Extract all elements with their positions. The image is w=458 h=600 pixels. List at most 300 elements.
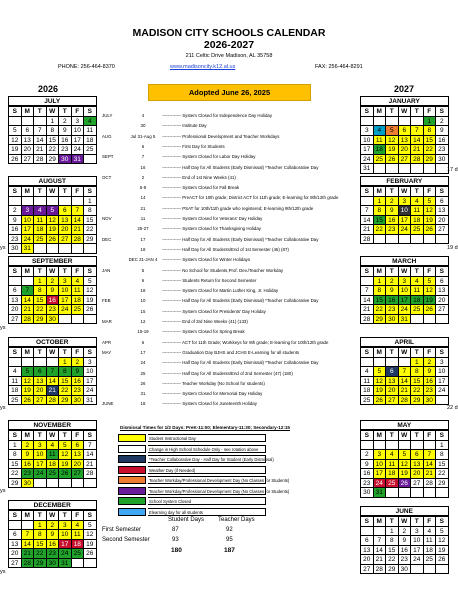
date-cell: 27 bbox=[361, 565, 374, 575]
empty-cell bbox=[386, 441, 399, 451]
date-cell: 19 bbox=[84, 540, 97, 550]
event-month: JUNE bbox=[102, 401, 114, 407]
event-date: 15-19 bbox=[137, 329, 149, 335]
date-cell: 30 bbox=[424, 396, 437, 406]
day-header: W bbox=[47, 107, 60, 117]
month-name: MARCH bbox=[360, 256, 449, 266]
date-cell: 18 bbox=[424, 546, 437, 556]
day-header: M bbox=[22, 431, 35, 441]
event-text: ------------- System Closed for Martin Luther King, Jr. Holiday bbox=[162, 288, 279, 294]
date-cell: 2 bbox=[386, 197, 399, 207]
event-date: 7 bbox=[141, 154, 145, 160]
event-month: FEB bbox=[102, 298, 111, 304]
legend-swatch bbox=[118, 508, 146, 516]
day-header: W bbox=[399, 431, 412, 441]
date-cell: 20 bbox=[9, 549, 22, 559]
month-name: OCTOBER bbox=[8, 337, 97, 347]
date-cell: 3 bbox=[34, 441, 47, 451]
date-cell: 30 bbox=[386, 315, 399, 325]
date-cell: 14 bbox=[72, 216, 85, 226]
date-cell: 1 bbox=[386, 527, 399, 537]
day-count-december: ys bbox=[0, 569, 6, 575]
empty-cell bbox=[84, 244, 97, 254]
date-cell: 22 bbox=[59, 386, 72, 396]
event-row bbox=[102, 225, 352, 233]
date-cell: 1 bbox=[47, 117, 60, 127]
day-header: M bbox=[374, 517, 387, 527]
event-row bbox=[102, 267, 352, 275]
event-date: 6 bbox=[141, 143, 145, 149]
date-cell: 24 bbox=[411, 555, 424, 565]
day-header: W bbox=[47, 511, 60, 521]
date-cell: 3 bbox=[374, 450, 387, 460]
date-cell: 25 bbox=[72, 549, 85, 559]
date-cell: 27 bbox=[22, 155, 35, 165]
empty-cell bbox=[411, 441, 424, 451]
empty-cell bbox=[34, 117, 47, 127]
event-row bbox=[102, 133, 352, 141]
date-cell: 28 bbox=[72, 235, 85, 245]
date-cell: 11 bbox=[411, 286, 424, 296]
date-cell: 28 bbox=[374, 565, 387, 575]
day-header: F bbox=[72, 107, 85, 117]
day-header: T bbox=[411, 187, 424, 197]
date-cell: 5 bbox=[374, 367, 387, 377]
day-header: M bbox=[22, 511, 35, 521]
event-row bbox=[102, 359, 352, 367]
date-cell: 19 bbox=[9, 145, 22, 155]
date-cell: 8 bbox=[436, 450, 449, 460]
date-cell: 20 bbox=[399, 145, 412, 155]
empty-cell bbox=[411, 117, 424, 127]
date-cell: 23 bbox=[386, 305, 399, 315]
empty-cell bbox=[411, 235, 424, 245]
date-cell: 10 bbox=[374, 460, 387, 470]
date-cell: 10 bbox=[34, 450, 47, 460]
event-text: ------------- System Closed for Thanksgiving Holiday bbox=[162, 226, 261, 232]
event-date: 5-9 bbox=[139, 185, 147, 191]
event-date: 6 bbox=[141, 277, 145, 283]
date-cell: 22 bbox=[436, 469, 449, 479]
day-header: S bbox=[361, 431, 374, 441]
date-cell: 11 bbox=[424, 536, 437, 546]
date-cell: 3 bbox=[59, 277, 72, 287]
event-date: 11 bbox=[140, 216, 146, 221]
date-cell: 9 bbox=[47, 286, 60, 296]
date-cell: 16 bbox=[47, 540, 60, 550]
event-date: 26 bbox=[140, 380, 146, 386]
empty-cell bbox=[22, 117, 35, 127]
date-cell: 26 bbox=[424, 225, 437, 235]
empty-cell bbox=[47, 197, 60, 207]
event-text: ------------- Professional Development and Teacher Workdays bbox=[162, 133, 280, 139]
date-cell: 20 bbox=[22, 145, 35, 155]
date-cell: 9 bbox=[59, 126, 72, 136]
date-cell: 20 bbox=[361, 555, 374, 565]
event-text: ------------- First Day for Students bbox=[162, 143, 225, 149]
event-month: JAN bbox=[102, 267, 111, 273]
date-cell: 1 bbox=[424, 117, 437, 127]
date-cell: 25 bbox=[34, 235, 47, 245]
date-cell: 23 bbox=[436, 145, 449, 155]
date-cell: 19 bbox=[22, 386, 35, 396]
event-row bbox=[102, 194, 352, 202]
empty-cell bbox=[59, 197, 72, 207]
date-cell: 4 bbox=[411, 277, 424, 287]
date-cell: 30 bbox=[436, 155, 449, 165]
date-cell: 24 bbox=[84, 386, 97, 396]
date-cell: 3 bbox=[361, 126, 374, 136]
empty-cell bbox=[34, 358, 47, 368]
empty-cell bbox=[34, 479, 47, 489]
date-cell: 8 bbox=[374, 206, 387, 216]
date-cell: 3 bbox=[84, 358, 97, 368]
empty-cell bbox=[361, 197, 374, 207]
date-cell: 19 bbox=[386, 145, 399, 155]
date-cell: 8 bbox=[34, 530, 47, 540]
month-grid bbox=[8, 347, 97, 405]
event-date: 14 bbox=[140, 195, 146, 201]
date-cell: 5 bbox=[22, 367, 35, 377]
date-cell: 16 bbox=[424, 377, 437, 387]
event-date: 10 bbox=[140, 298, 146, 304]
day-header: T bbox=[34, 431, 47, 441]
date-cell: 4 bbox=[374, 126, 387, 136]
date-cell: 18 bbox=[411, 296, 424, 306]
day-header: M bbox=[22, 107, 35, 117]
date-cell: 23 bbox=[424, 386, 437, 396]
date-cell: 29 bbox=[374, 315, 387, 325]
date-cell: 12 bbox=[84, 530, 97, 540]
day-header: S bbox=[436, 348, 449, 358]
event-row bbox=[102, 215, 352, 223]
date-cell: 11 bbox=[72, 286, 85, 296]
date-cell: 27 bbox=[59, 235, 72, 245]
date-cell: 6 bbox=[399, 126, 412, 136]
month-grid bbox=[8, 186, 97, 254]
date-cell: 13 bbox=[386, 377, 399, 387]
date-cell: 14 bbox=[22, 540, 35, 550]
date-cell: 9 bbox=[386, 206, 399, 216]
date-cell: 15 bbox=[47, 136, 60, 146]
event-date: 21 bbox=[140, 205, 146, 211]
date-cell: 16 bbox=[72, 377, 85, 387]
date-cell: 13 bbox=[436, 206, 449, 216]
empty-cell bbox=[399, 117, 412, 127]
date-cell: 1 bbox=[374, 197, 387, 207]
date-cell: 8 bbox=[386, 536, 399, 546]
month-name: SEPTEMBER bbox=[8, 256, 97, 266]
website-link[interactable]: www.madisoncity.k12.al.us bbox=[170, 64, 236, 70]
date-cell: 19 bbox=[47, 225, 60, 235]
event-row bbox=[102, 205, 352, 213]
date-cell: 31 bbox=[59, 559, 72, 569]
date-cell: 10 bbox=[361, 136, 374, 146]
date-cell: 1 bbox=[34, 521, 47, 531]
date-cell: 6 bbox=[72, 441, 85, 451]
date-cell: 17 bbox=[374, 469, 387, 479]
date-cell: 25 bbox=[361, 396, 374, 406]
day-header: T bbox=[411, 517, 424, 527]
date-cell: 22 bbox=[424, 145, 437, 155]
year-right: 2027 bbox=[394, 84, 415, 94]
date-cell: 25 bbox=[386, 479, 399, 489]
date-cell: 24 bbox=[436, 386, 449, 396]
date-cell: 2 bbox=[47, 277, 60, 287]
day-header: T bbox=[34, 348, 47, 358]
date-cell: 9 bbox=[9, 216, 22, 226]
day-header: S bbox=[436, 431, 449, 441]
date-cell: 25 bbox=[47, 469, 60, 479]
date-cell: 3 bbox=[399, 277, 412, 287]
event-date: 18 bbox=[140, 288, 146, 294]
day-header: W bbox=[47, 348, 60, 358]
date-cell: 1 bbox=[436, 441, 449, 451]
empty-cell bbox=[374, 358, 387, 368]
empty-cell bbox=[59, 315, 72, 325]
empty-cell bbox=[436, 396, 449, 406]
date-cell: 29 bbox=[84, 235, 97, 245]
empty-cell bbox=[399, 358, 412, 368]
date-cell: 2 bbox=[424, 358, 437, 368]
date-cell: 12 bbox=[22, 377, 35, 387]
day-header: M bbox=[374, 431, 387, 441]
date-cell: 4 bbox=[47, 441, 60, 451]
date-cell: 30 bbox=[22, 479, 35, 489]
day-header: M bbox=[22, 267, 35, 277]
date-cell: 2 bbox=[9, 206, 22, 216]
date-cell: 6 bbox=[22, 126, 35, 136]
day-header: T bbox=[59, 431, 72, 441]
date-cell: 14 bbox=[424, 460, 437, 470]
legend-label: Student Instructional Day bbox=[148, 434, 266, 442]
event-row bbox=[102, 400, 352, 408]
date-cell: 13 bbox=[59, 216, 72, 226]
date-cell: 24 bbox=[72, 145, 85, 155]
day-header: T bbox=[411, 107, 424, 117]
date-cell: 17 bbox=[399, 296, 412, 306]
date-cell: 22 bbox=[84, 225, 97, 235]
event-text: ------------- System Closed for Memorial Day Holiday bbox=[162, 391, 263, 397]
date-cell: 9 bbox=[436, 126, 449, 136]
date-cell: 10 bbox=[411, 536, 424, 546]
date-cell: 15 bbox=[34, 540, 47, 550]
date-cell: 12 bbox=[424, 206, 437, 216]
day-header: T bbox=[59, 267, 72, 277]
date-cell: 8 bbox=[374, 286, 387, 296]
empty-cell bbox=[47, 358, 60, 368]
day-count-november: ys bbox=[0, 488, 6, 494]
month-grid bbox=[360, 106, 449, 174]
date-cell: 24 bbox=[361, 155, 374, 165]
event-row bbox=[102, 380, 352, 388]
day-header: S bbox=[361, 517, 374, 527]
day-header: S bbox=[361, 107, 374, 117]
month-grid bbox=[8, 510, 97, 568]
event-row bbox=[102, 143, 352, 151]
event-text: ------------- Graduation Day BJHS and JCHS E-Learning for all students bbox=[162, 349, 300, 355]
date-cell: 13 bbox=[436, 286, 449, 296]
date-cell: 23 bbox=[59, 145, 72, 155]
day-count-october: ys bbox=[0, 405, 6, 411]
empty-cell bbox=[47, 244, 60, 254]
date-cell: 15 bbox=[436, 460, 449, 470]
event-text: ------------- System Closed for Independence Day Holiday bbox=[162, 113, 273, 118]
date-cell: 11 bbox=[374, 136, 387, 146]
date-cell: 19 bbox=[424, 216, 437, 226]
date-cell: 15 bbox=[374, 216, 387, 226]
date-cell: 9 bbox=[22, 450, 35, 460]
date-cell: 9 bbox=[386, 286, 399, 296]
date-cell: 23 bbox=[47, 305, 60, 315]
month-grid bbox=[8, 266, 97, 324]
empty-cell bbox=[84, 559, 97, 569]
empty-cell bbox=[9, 277, 22, 287]
day-header: F bbox=[424, 517, 437, 527]
date-cell: 17 bbox=[84, 377, 97, 387]
date-cell: 4 bbox=[34, 206, 47, 216]
date-cell: 27 bbox=[436, 225, 449, 235]
empty-cell bbox=[424, 315, 437, 325]
legend-swatch bbox=[118, 497, 146, 505]
event-month: MAR bbox=[102, 319, 112, 324]
date-cell: 27 bbox=[34, 396, 47, 406]
date-cell: 24 bbox=[59, 549, 72, 559]
date-cell: 11 bbox=[9, 377, 22, 387]
empty-cell bbox=[411, 315, 424, 325]
date-cell: 9 bbox=[424, 367, 437, 377]
event-text: ------------- System Closed for Spring Break bbox=[162, 329, 245, 335]
event-row bbox=[102, 328, 352, 336]
date-cell: 20 bbox=[411, 469, 424, 479]
date-cell: 16 bbox=[22, 460, 35, 470]
event-row bbox=[102, 236, 352, 244]
day-header: S bbox=[84, 107, 97, 117]
legend-item bbox=[118, 455, 274, 464]
empty-cell bbox=[34, 197, 47, 207]
date-cell: 10 bbox=[22, 216, 35, 226]
day-header: S bbox=[84, 431, 97, 441]
date-cell: 12 bbox=[374, 377, 387, 387]
date-cell: 14 bbox=[47, 377, 60, 387]
day-header: T bbox=[59, 348, 72, 358]
date-cell: 13 bbox=[22, 136, 35, 146]
date-cell: 28 bbox=[22, 559, 35, 569]
month-grid bbox=[360, 430, 449, 498]
date-cell: 18 bbox=[361, 386, 374, 396]
month-grid bbox=[8, 106, 97, 164]
event-date: Jul 31-Aug 5 bbox=[130, 133, 156, 139]
event-row bbox=[102, 277, 352, 285]
date-cell: 29 bbox=[386, 565, 399, 575]
date-cell: 8 bbox=[47, 126, 60, 136]
date-cell: 20 bbox=[9, 305, 22, 315]
date-cell: 29 bbox=[34, 559, 47, 569]
date-cell: 4 bbox=[386, 450, 399, 460]
date-cell: 7 bbox=[399, 367, 412, 377]
event-month: MAY bbox=[102, 349, 112, 355]
date-cell: 12 bbox=[424, 286, 437, 296]
date-cell: 16 bbox=[386, 216, 399, 226]
date-cell: 12 bbox=[47, 216, 60, 226]
date-cell: 23 bbox=[361, 479, 374, 489]
date-cell: 2 bbox=[436, 117, 449, 127]
date-cell: 19 bbox=[436, 546, 449, 556]
date-cell: 17 bbox=[59, 296, 72, 306]
date-cell: 4 bbox=[424, 527, 437, 537]
date-cell: 22 bbox=[374, 225, 387, 235]
date-cell: 21 bbox=[361, 305, 374, 315]
date-cell: 8 bbox=[84, 206, 97, 216]
date-cell: 9 bbox=[399, 536, 412, 546]
date-cell: 5 bbox=[9, 126, 22, 136]
month-name: JULY bbox=[8, 96, 97, 106]
date-cell: 26 bbox=[59, 469, 72, 479]
date-cell: 7 bbox=[361, 286, 374, 296]
date-cell: 28 bbox=[47, 396, 60, 406]
event-text: ------------- Teacher Workday (No School for students) bbox=[162, 380, 265, 386]
date-cell: 4 bbox=[72, 277, 85, 287]
date-cell: 6 bbox=[361, 536, 374, 546]
date-cell: 2 bbox=[386, 277, 399, 287]
event-row bbox=[102, 349, 352, 357]
date-cell: 22 bbox=[34, 305, 47, 315]
date-cell: 29 bbox=[424, 155, 437, 165]
date-cell: 16 bbox=[436, 136, 449, 146]
event-row bbox=[102, 174, 352, 182]
date-cell: 10 bbox=[59, 530, 72, 540]
date-cell: 1 bbox=[9, 441, 22, 451]
event-row bbox=[102, 370, 352, 378]
date-cell: 20 bbox=[72, 460, 85, 470]
date-cell: 17 bbox=[399, 216, 412, 226]
date-cell: 4 bbox=[72, 521, 85, 531]
date-cell: 26 bbox=[424, 305, 437, 315]
event-text: ------------- Half Day for All Students (Early Dismissal) *Teacher Collaborative Day bbox=[162, 360, 319, 366]
date-cell: 15 bbox=[386, 546, 399, 556]
school-year: 2026-2027 bbox=[203, 39, 255, 51]
date-cell: 21 bbox=[411, 145, 424, 155]
day-header: M bbox=[374, 187, 387, 197]
empty-cell bbox=[399, 441, 412, 451]
date-cell: 20 bbox=[386, 386, 399, 396]
date-cell: 26 bbox=[84, 549, 97, 559]
date-cell: 3 bbox=[22, 206, 35, 216]
event-date: 15 bbox=[140, 308, 146, 314]
empty-cell bbox=[59, 244, 72, 254]
date-cell: 24 bbox=[34, 469, 47, 479]
date-cell: 3 bbox=[436, 358, 449, 368]
date-cell: 26 bbox=[399, 479, 412, 489]
empty-cell bbox=[34, 244, 47, 254]
day-header: S bbox=[9, 348, 22, 358]
date-cell: 21 bbox=[424, 469, 437, 479]
empty-cell bbox=[84, 315, 97, 325]
date-cell: 20 bbox=[34, 386, 47, 396]
date-cell: 23 bbox=[22, 469, 35, 479]
day-header: F bbox=[424, 107, 437, 117]
date-cell: 25 bbox=[84, 145, 97, 155]
day-header: T bbox=[411, 431, 424, 441]
empty-cell bbox=[386, 164, 399, 174]
date-cell: 21 bbox=[22, 549, 35, 559]
day-header: T bbox=[386, 107, 399, 117]
date-cell: 15 bbox=[9, 460, 22, 470]
legend-label: Change in High School Schedule Only - see rotation above bbox=[148, 445, 266, 453]
date-cell: 29 bbox=[34, 315, 47, 325]
legend-swatch bbox=[118, 476, 146, 484]
event-date: 16 bbox=[140, 164, 146, 170]
